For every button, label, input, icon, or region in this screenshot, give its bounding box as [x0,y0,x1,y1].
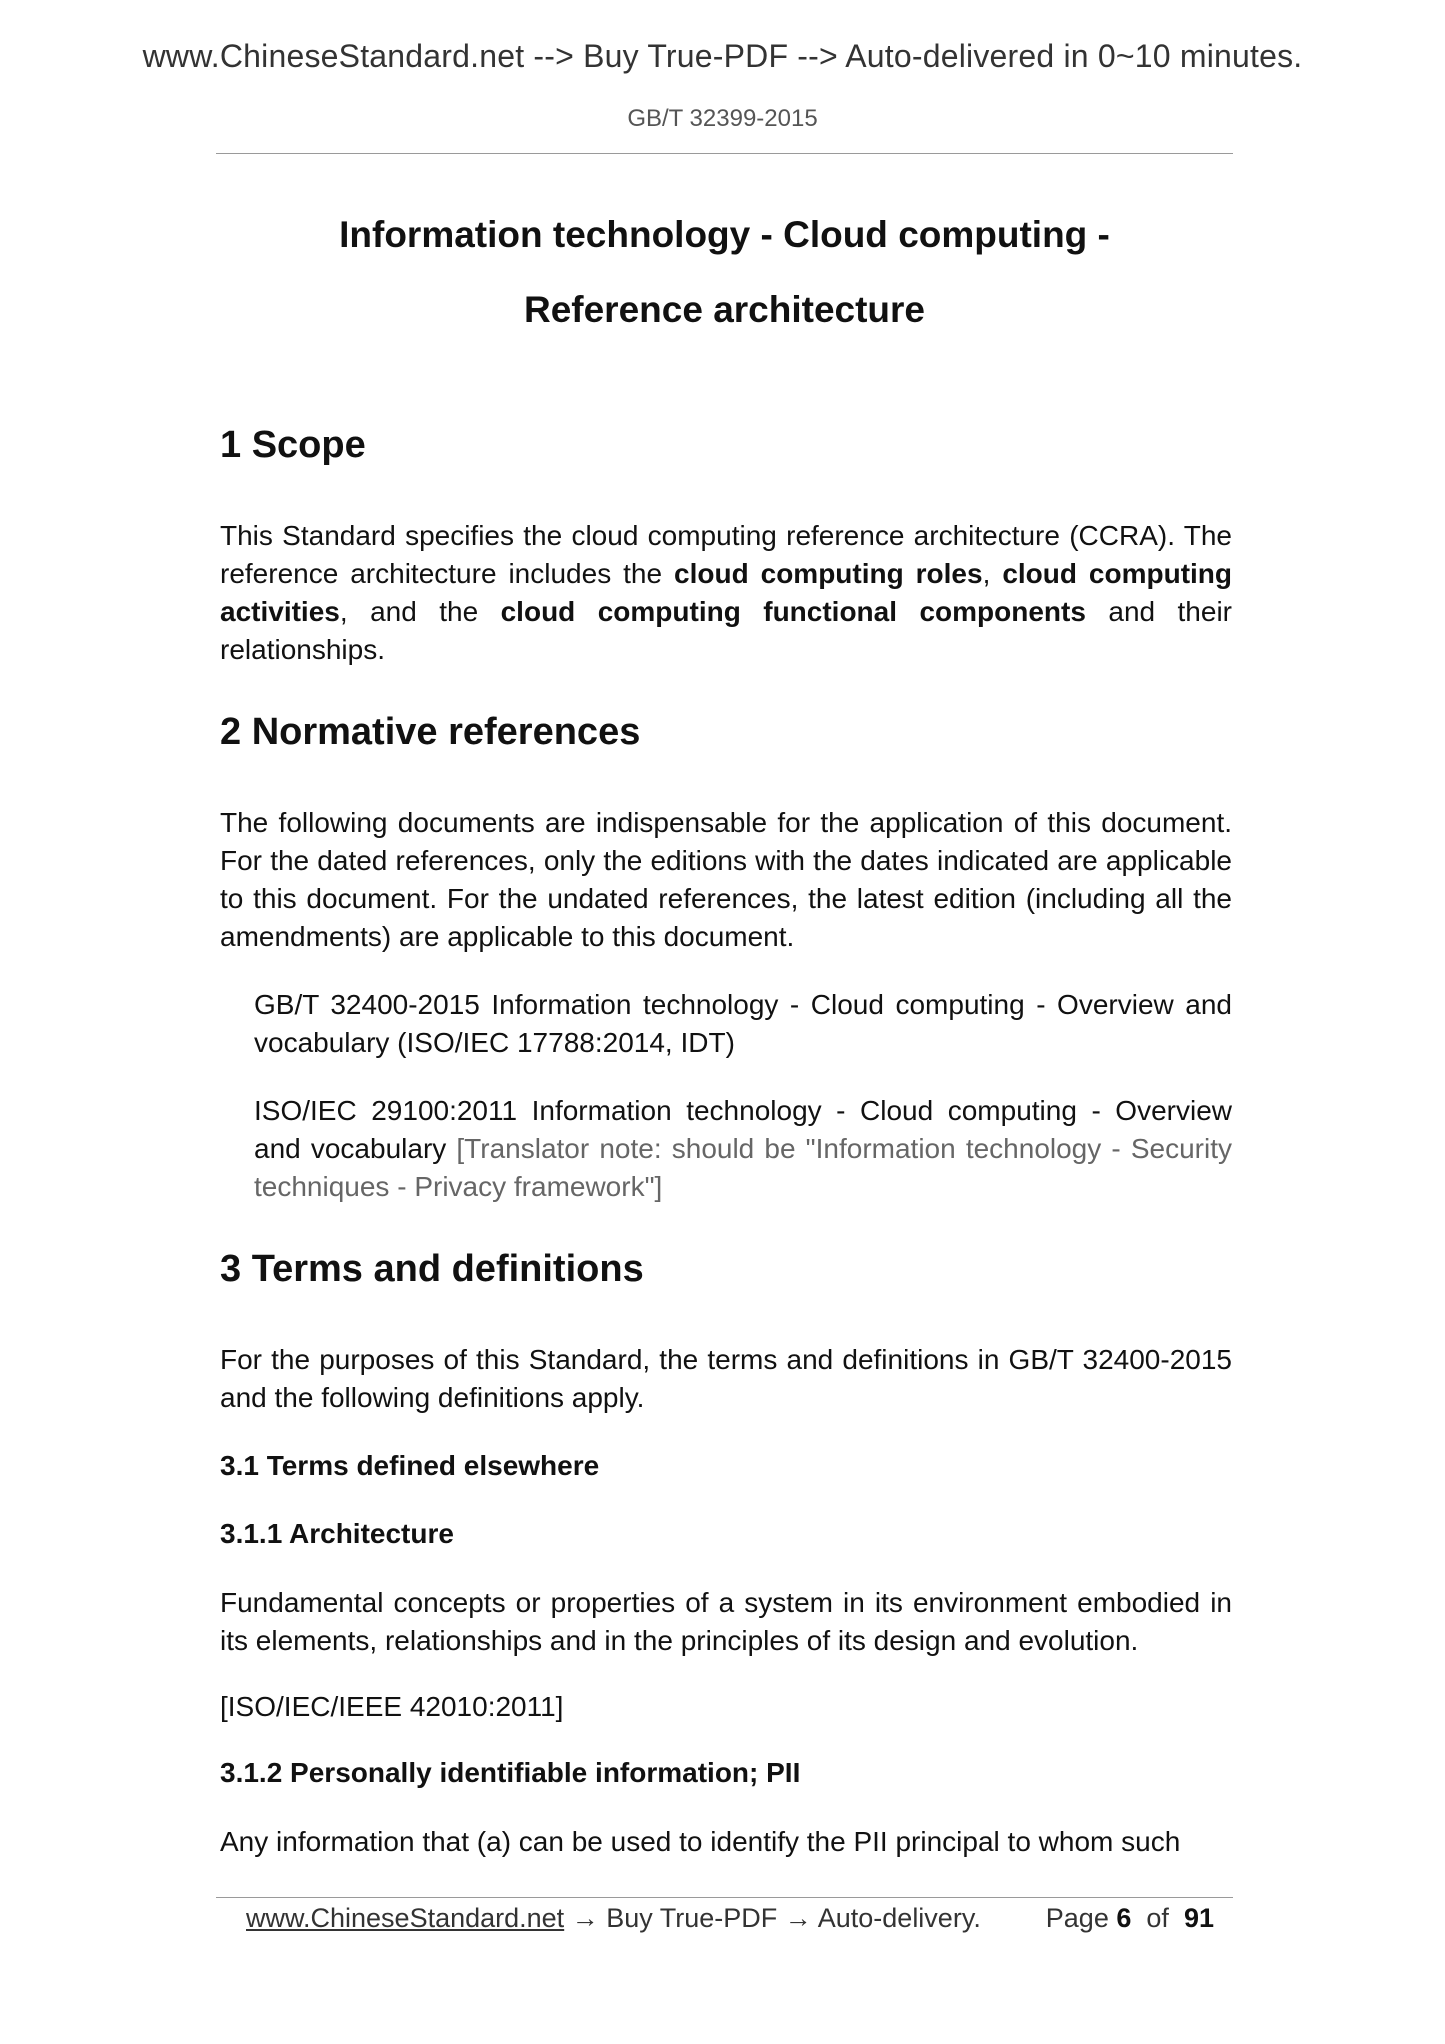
page-label: Page [1045,1903,1109,1933]
definition-architecture: Fundamental concepts or properties of a system in its environment embodied in its elements, relationships and in the principles of its design and evolution. [220,1587,1232,1656]
scope-text-d: and their relationships. [220,596,1232,665]
section-heading-scope: 1 Scope [220,424,366,466]
scope-text-a: This Standard specifies the cloud computing reference architecture (CCRA). The reference architecture includes the [220,520,1232,589]
page-number: 6 [1116,1903,1132,1933]
page-indicator [1046,1903,1214,1934]
scope-bold-activities: cloud computing activities [220,558,1233,627]
scope-text-b: , [982,558,1003,589]
scope-text-c: , and the [339,596,501,627]
footer-divider [216,1897,1233,1898]
page-footer [246,1903,1214,1934]
subsection-heading-3-1-2: 3.1.2 Personally identifiable information; PII [220,1757,801,1788]
section-heading-normative-references: 2 Normative references [220,711,641,753]
translator-note: [Translator note: should be "Information technology - Security techniques - Privacy framework"] [254,1133,1232,1202]
footer-tagline: → Buy True-PDF → Auto-delivery. [564,1903,981,1933]
subsection-heading-3-1-1: 3.1.1 Architecture [220,1518,454,1549]
footer-delivery-text [246,1903,981,1934]
page-total: 91 [1183,1903,1214,1933]
normative-reference-1: GB/T 32400-2015 Information technology - Cloud computing - Overview and vocabulary (ISO/IEC 17788:2014, IDT) [254,989,1232,1058]
subsection-heading-3-1: 3.1 Terms defined elsewhere [220,1450,600,1481]
normative-intro-paragraph: The following documents are indispensable for the application of this document. For the dated references, only the editions with the dates indicated are applicable to this document. For the undated references, the latest edition (including all the amendments) are applicable to this document. [220,807,1232,952]
source-architecture: [ISO/IEC/IEEE 42010:2011] [220,1691,564,1722]
footer-website-link[interactable]: www.ChineseStandard.net [246,1903,565,1933]
definition-pii: Any information that (a) can be used to identify the PII principal to whom such [220,1826,1181,1857]
normative-reference-2-text: ISO/IEC 29100:2011 Information technology - Cloud computing - Overview and vocabulary [254,1095,1232,1164]
of-label: of [1146,1903,1169,1933]
standard-code: GB/T 32399-2015 [627,105,818,132]
scope-bold-components: cloud computing functional components [500,596,1086,627]
scope-paragraph [220,517,1232,669]
terms-intro-paragraph: For the purposes of this Standard, the terms and definitions in GB/T 32400-2015 and the following definitions apply. [220,1344,1232,1413]
scope-bold-roles: cloud computing roles [674,558,983,589]
document-title-line-1: Information technology - Cloud computing - [339,214,1110,255]
document-title-line-2: Reference architecture [523,289,926,330]
top-banner: www.ChineseStandard.net --> Buy True-PDF --> Auto-delivered in 0~10 minutes. [142,38,1303,74]
normative-reference-2 [254,1092,1232,1206]
header-divider [216,153,1233,154]
section-heading-terms-and-definitions: 3 Terms and definitions [220,1248,644,1290]
